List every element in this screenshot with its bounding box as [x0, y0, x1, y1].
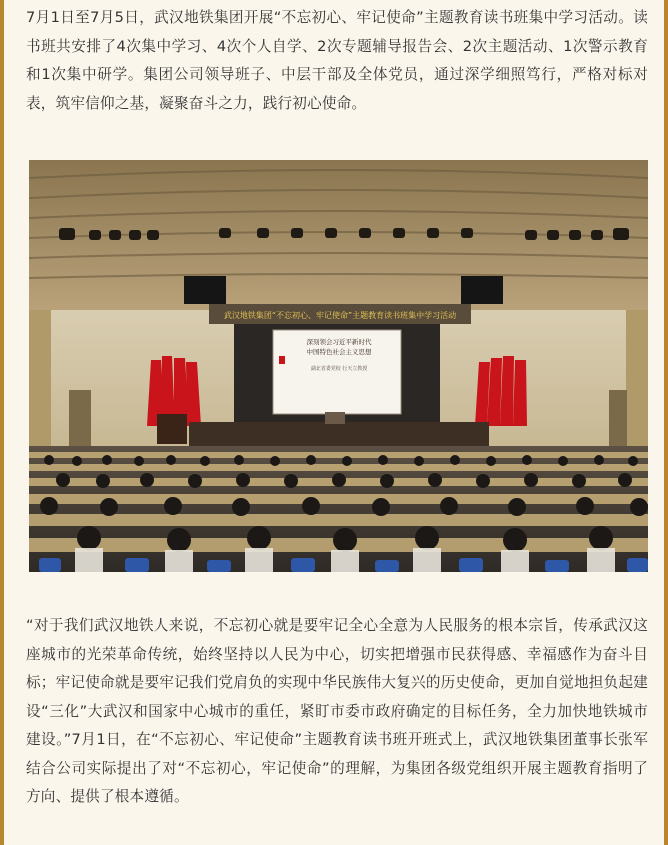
- screen-line-2: 中国特色社会主义思想: [306, 348, 372, 356]
- meeting-hall-photo: [29, 160, 648, 572]
- stage-banner: 武汉地铁集团“不忘初心、牢记使命”主题教育读书班集中学习活动: [223, 311, 457, 320]
- article-paragraph-1: 7月1日至7月5日，武汉地铁集团开展“不忘初心、牢记使命”主题教育读书班集中学习活动。读书班共安排了4次集中学习、4次个人自学、2次专题辅导报告会、2次主题活动、1次警示教育和1次集中研学。集团公司领导班子、中层干部及全体党员，通过深学细照笃行，严格对标对表，筑牢信仰之基，凝聚奋斗之力，践行初心使命。: [26, 9, 648, 112]
- screen-line-1: 深刻领会习近平新时代: [306, 338, 372, 346]
- article-paragraph-2: “对于我们武汉地铁人来说，不忘初心就是要牢记全心全意为人民服务的根本宗旨，传承武汉这座城市的光荣革命传统，始终坚持以人民为中心，切实把增强市民获得感、幸福感作为奋斗目标；牢记使命就是要牢记我们党肩负的实现中华民族伟大复兴的历史使命，更加自觉地担负起建设“三化”大武汉和国家中心城市的重任，紧盯市委市政府确定的目标任务，全力加快地铁城市建设。”7月1日，在“不忘初心、牢记使命”主题教育读书班开班式上，武汉地铁集团董事长张军结合公司实际提出了对“不忘初心，牢记使命”的理解，为集团各级党组织开展主题教育指明了方向、提供了根本遵循。: [26, 617, 648, 805]
- screen-line-3: 湖北省委党校 行天立教授: [310, 366, 368, 372]
